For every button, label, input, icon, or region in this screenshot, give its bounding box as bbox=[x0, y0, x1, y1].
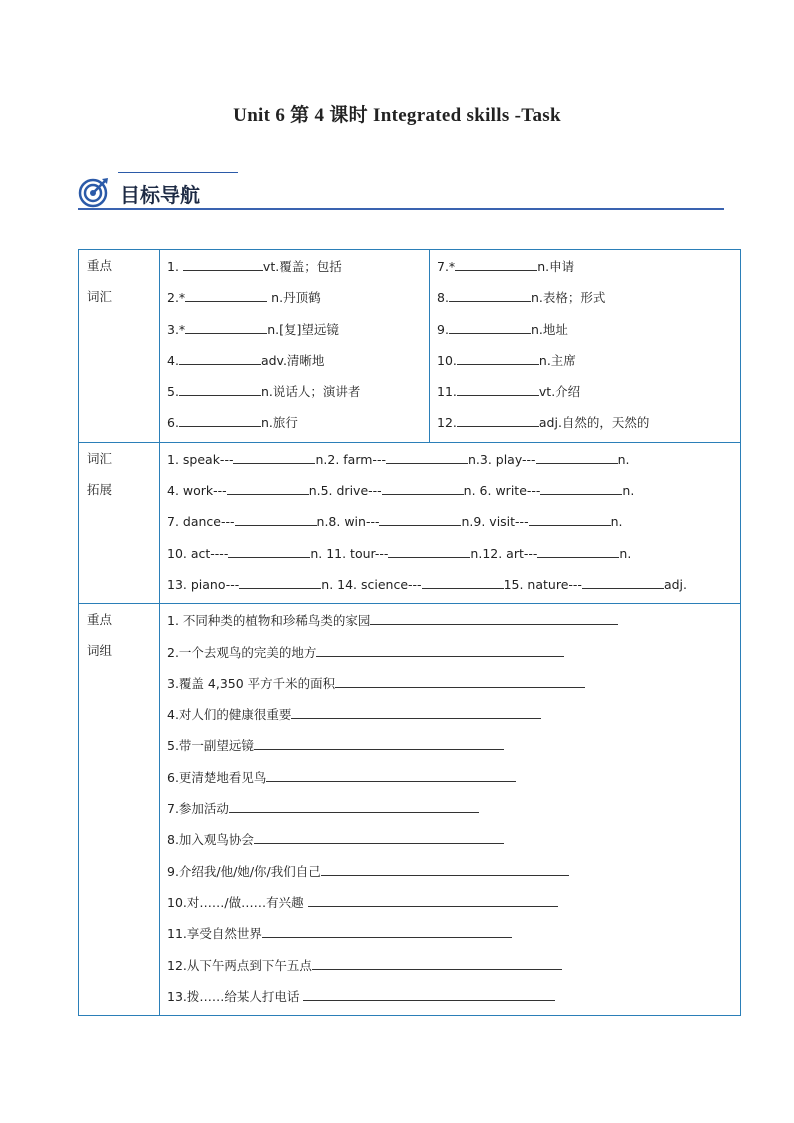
phrase-item: 1. 不同种类的植物和珍稀鸟类的家园 bbox=[167, 608, 740, 639]
header-line: 重点 bbox=[87, 258, 113, 273]
header-line: 重点 bbox=[87, 612, 113, 628]
row-header bbox=[79, 604, 160, 1016]
answer-blank[interactable] bbox=[379, 511, 461, 526]
phrase-item: 12.从下午两点到下午五点 bbox=[167, 953, 740, 984]
header-line: 词组 bbox=[87, 643, 113, 659]
row-header bbox=[79, 250, 160, 443]
answer-blank[interactable] bbox=[262, 923, 512, 938]
answer-blank[interactable] bbox=[239, 574, 321, 589]
answer-blank[interactable] bbox=[312, 955, 562, 970]
answer-blank[interactable] bbox=[457, 381, 539, 396]
phrase-item: 5.带一副望远镜 bbox=[167, 733, 740, 764]
answer-blank[interactable] bbox=[183, 256, 263, 271]
answer-blank[interactable] bbox=[316, 642, 564, 657]
answer-blank[interactable] bbox=[449, 319, 531, 334]
answer-blank[interactable] bbox=[233, 449, 315, 464]
phrase-item: 3.覆盖 4,350 平方千米的面积 bbox=[167, 671, 740, 702]
header-top-line bbox=[118, 172, 238, 173]
vocab-ext-row bbox=[79, 442, 741, 603]
phrase-item: 11.享受自然世界 bbox=[167, 921, 740, 952]
vocab-item: 11. vt.介绍 bbox=[437, 379, 740, 410]
row-header bbox=[79, 442, 160, 603]
section-rule bbox=[78, 208, 724, 210]
phrases-content bbox=[160, 604, 741, 1016]
answer-blank[interactable] bbox=[449, 287, 531, 302]
header-line: 拓展 bbox=[87, 481, 113, 497]
answer-blank[interactable] bbox=[185, 319, 267, 334]
key-phrases-row bbox=[79, 604, 741, 1016]
vocab-item: 6. n.旅行 bbox=[167, 410, 429, 441]
phrase-item: 2.一个去观鸟的完美的地方 bbox=[167, 640, 740, 671]
answer-blank[interactable] bbox=[235, 511, 317, 526]
header-line: 词汇 bbox=[87, 289, 113, 304]
vocab-ext-content bbox=[160, 442, 741, 603]
vocab-item: 9. n.地址 bbox=[437, 317, 740, 348]
key-vocab-row bbox=[79, 250, 741, 443]
answer-blank[interactable] bbox=[455, 256, 537, 271]
answer-blank[interactable] bbox=[303, 986, 555, 1001]
page-title: Unit 6 第 4 课时 Integrated skills -Task bbox=[233, 105, 561, 126]
answer-blank[interactable] bbox=[388, 543, 470, 558]
answer-blank[interactable] bbox=[185, 287, 267, 302]
answer-blank[interactable] bbox=[540, 480, 622, 495]
phrase-item: 9.介绍我/他/她/你/我们自己 bbox=[167, 859, 740, 890]
answer-blank[interactable] bbox=[422, 574, 504, 589]
phrase-item: 4.对人们的健康很重要 bbox=[167, 702, 740, 733]
answer-blank[interactable] bbox=[382, 480, 464, 495]
answer-blank[interactable] bbox=[179, 381, 261, 396]
answer-blank[interactable] bbox=[179, 412, 261, 427]
vocab-item: 5. n.说话人；演讲者 bbox=[167, 379, 429, 410]
answer-blank[interactable] bbox=[370, 610, 618, 625]
answer-blank[interactable] bbox=[386, 449, 468, 464]
answer-blank[interactable] bbox=[254, 829, 504, 844]
target-icon bbox=[78, 176, 110, 208]
section-label: 目标导航 bbox=[120, 183, 200, 207]
ext-line: 1. speak--- n.2. farm--- n.3. play--- n. bbox=[167, 447, 740, 478]
answer-blank[interactable] bbox=[227, 480, 309, 495]
answer-blank[interactable] bbox=[228, 543, 310, 558]
answer-blank[interactable] bbox=[308, 892, 558, 907]
answer-blank[interactable] bbox=[335, 673, 585, 688]
answer-blank[interactable] bbox=[537, 543, 619, 558]
vocab-item: 8. n.表格；形式 bbox=[437, 285, 740, 316]
phrase-item: 6.更清楚地看见鸟 bbox=[167, 765, 740, 796]
answer-blank[interactable] bbox=[457, 412, 539, 427]
ext-line: 10. act---- n. 11. tour--- n.12. art--- n. bbox=[167, 541, 740, 572]
answer-blank[interactable] bbox=[291, 704, 541, 719]
answer-blank[interactable] bbox=[582, 574, 664, 589]
header-line: 词汇 bbox=[87, 450, 113, 466]
vocab-item: 3.* n.[复]望远镜 bbox=[167, 317, 429, 348]
vocab-item: 10. n.主席 bbox=[437, 348, 740, 379]
ext-line: 13. piano--- n. 14. science--- 15. nature--- adj. bbox=[167, 572, 740, 603]
section-header bbox=[78, 172, 724, 212]
vocab-right bbox=[430, 250, 741, 443]
answer-blank[interactable] bbox=[457, 350, 539, 365]
phrase-item: 10.对……/做……有兴趣 bbox=[167, 890, 740, 921]
vocab-item: 1. vt.覆盖；包括 bbox=[167, 254, 429, 285]
phrase-item: 7.参加活动 bbox=[167, 796, 740, 827]
answer-blank[interactable] bbox=[254, 735, 504, 750]
vocab-table bbox=[78, 249, 741, 1016]
vocab-left bbox=[160, 250, 430, 443]
answer-blank[interactable] bbox=[536, 449, 618, 464]
answer-blank[interactable] bbox=[321, 861, 569, 876]
answer-blank[interactable] bbox=[529, 511, 611, 526]
phrase-item: 8.加入观鸟协会 bbox=[167, 827, 740, 858]
vocab-item: 2.* n.丹顶鹤 bbox=[167, 285, 429, 316]
answer-blank[interactable] bbox=[229, 798, 479, 813]
answer-blank[interactable] bbox=[266, 767, 516, 782]
vocab-item: 7.* n.申请 bbox=[437, 254, 740, 285]
vocab-item: 12. adj.自然的，天然的 bbox=[437, 410, 740, 441]
vocab-item: 4. adv.清晰地 bbox=[167, 348, 429, 379]
ext-line: 7. dance--- n.8. win--- n.9. visit--- n. bbox=[167, 509, 740, 540]
phrase-item: 13.拨……给某人打电话 bbox=[167, 984, 740, 1015]
answer-blank[interactable] bbox=[179, 350, 261, 365]
ext-line: 4. work--- n.5. drive--- n. 6. write--- n. bbox=[167, 478, 740, 509]
